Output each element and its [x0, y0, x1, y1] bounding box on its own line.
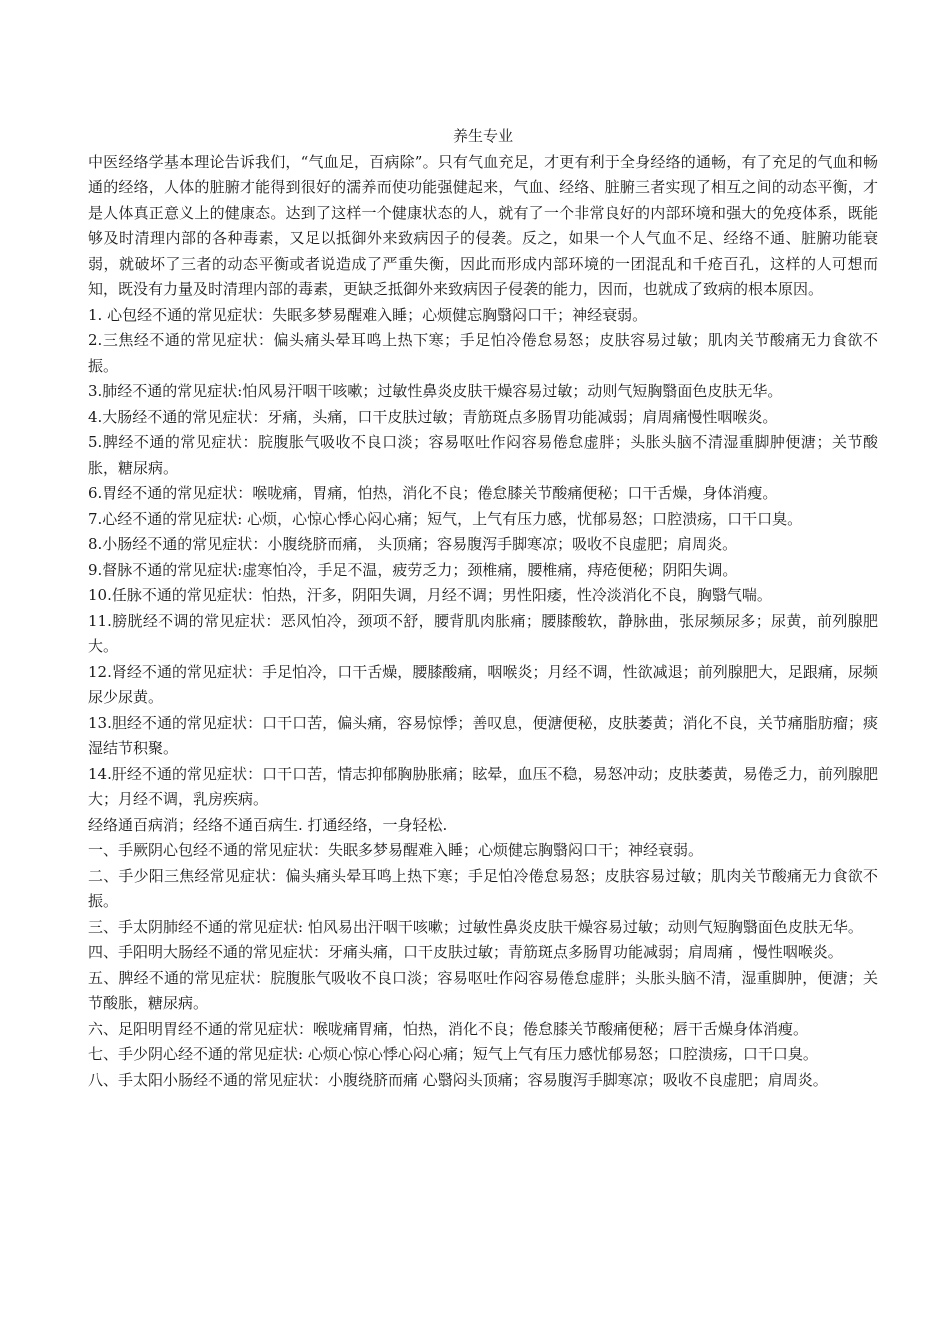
- list-item: 四、手阳明大肠经不通的常见症状：牙痛头痛，口干皮肤过敏；青筋斑点多肠胃功能减弱；肩周痛 ，慢性咽喉炎。: [88, 943, 843, 961]
- list-item: 五、脾经不通的常见症状：脘腹胀气吸收不良口淡；容易呕吐作闷容易倦怠虚胖；头胀头脑不清，湿重脚肿，便溏；关节酸胀，糖尿病。: [88, 968, 878, 1012]
- list-item: 三、手太阴肺经不通的常见症状: 怕风易出汗咽干咳嗽；过敏性鼻炎皮肤干燥容易过敏；动则气短胸翳面色皮肤无华。: [88, 917, 863, 936]
- list-item: 1. 心包经不通的常见症状：失眠多梦易醒难入睡；心烦健忘胸翳闷口干；神经衰弱。: [88, 305, 648, 324]
- list-item: 六、足阳明胃经不通的常见症状：喉咙痛胃痛，怕热，消化不良；倦怠膝关节酸痛便秘；唇干舌燥身体消瘦。: [88, 1019, 809, 1038]
- list-item: 10.任脉不通的常见症状：怕热，汗多，阴阳失调，月经不调；男性阳痿，性冷淡消化不良，胸翳气喘。: [88, 586, 772, 604]
- list-item: 8.小肠经不通的常见症状：小腹绕脐而痛， 头顶痛；容易腹泻手脚寒凉；吸收不良虚肥；肩周炎。: [88, 535, 738, 553]
- list-item: 4.大肠经不通的常见症状：牙痛，头痛，口干皮肤过敏；青筋斑点多肠胃功能减弱；肩周痛慢性咽喉炎。: [88, 407, 778, 426]
- list-item: 二、手少阳三焦经常见症状：偏头痛头晕耳鸣上热下寒；手足怕冷倦怠易怒；皮肤容易过敏；肌肉关节酸痛无力食欲不振。: [88, 866, 878, 910]
- list-item: 9.督脉不通的常见症状:虚寒怕冷，手足不温，疲劳乏力；颈椎痛，腰椎痛，痔疮便秘；阴阳失调。: [88, 560, 738, 579]
- list-item: 一、手厥阴心包经不通的常见症状：失眠多梦易醒难入睡；心烦健忘胸翳闷口干；神经衰弱。: [88, 841, 704, 859]
- list-item: 7.心经不通的常见症状: 心烦，心惊心悸心闷心痛；短气，上气有压力感，忧郁易怒；口腔溃疡，口干口臭。: [88, 509, 803, 528]
- list-item: 14.肝经不通的常见症状：口干口苦，情志抑郁胸胁胀痛；眩晕，血压不稳，易怒冲动；皮肤萎黄，易倦乏力，前列腺肥大；月经不调，乳房疾病。: [88, 764, 878, 808]
- list-item: 2.三焦经不通的常见症状：偏头痛头晕耳鸣上热下寒；手足怕冷倦怠易怒；皮肤容易过敏；肌肉关节酸痛无力食欲不振。: [88, 331, 878, 375]
- list-item: 3.肺经不通的常见症状:怕风易汗咽干咳嗽；过敏性鼻炎皮肤干燥容易过敏；动则气短胸翳面色皮肤无华。: [88, 382, 783, 400]
- document-title: 养生专业: [452, 127, 513, 145]
- intro-paragraph: 中医经络学基本理论告诉我们，“气血足，百病除”。只有气血充足，才更有利于全身经络的通畅，有了充足的气血和畅通的经络，人体的脏腑才能得到很好的濡养而使功能强健起来，气血、经络、脏腑三者实现了相互之间的动态平衡，才是人体真正意义上的健康态。达到了这样一个健康状态的人，就有了一个非常良好的内部环境和强大的免疫体系，既能够及时清理内部的各种毒素，又足以抵御外来致病因子的侵袭。反之，如果一个人气血不足、经络不通、脏腑功能衰弱，就破坏了三者的动态平衡或者说造成了严重失衡，因此而形成内部环境的一团混乱和千疮百孔，这样的人可想而知，既没有力量及时清理内部的毒素，更缺乏抵御外来致病因子侵袭的能力，因而，也就成了致病的根本原因。: [88, 152, 878, 298]
- list-item: 6.胃经不通的常见症状：喉咙痛，胃痛，怕热，消化不良；倦怠膝关节酸痛便秘；口干舌燥，身体消瘦。: [88, 484, 778, 502]
- list-item: 5.脾经不通的常见症状：脘腹胀气吸收不良口淡；容易呕吐作闷容易倦怠虚胖；头胀头脑不清湿重脚肿便溏；关节酸胀，糖尿病。: [88, 433, 878, 477]
- summary-line: 经络通百病消；经络不通百病生. 打通经络，一身轻松.: [88, 815, 448, 834]
- list-item: 12.肾经不通的常见症状：手足怕冷，口干舌燥，腰膝酸痛，咽喉炎；月经不调，性欲减退；前列腺肥大，足跟痛，尿频尿少尿黄。: [88, 662, 878, 706]
- list-item: 13.胆经不通的常见症状：口干口苦，偏头痛，容易惊悸；善叹息，便溏便秘，皮肤萎黄；消化不良，关节痛脂肪瘤；痰湿结节积聚。: [88, 713, 878, 757]
- document-page: [88, 124, 878, 1093]
- list-item: 11.膀胱经不调的常见症状：恶风怕冷，颈项不舒，腰背肌肉胀痛；腰膝酸软，静脉曲，张尿频尿多；尿黄，前列腺肥大。: [88, 611, 878, 655]
- list-item: 八、手太阳小肠经不通的常见症状：小腹绕脐而痛 心翳闷头顶痛；容易腹泻手脚寒凉；吸收不良虚肥；肩周炎。: [88, 1070, 828, 1089]
- list-item: 七、手少阴心经不通的常见症状: 心烦心惊心悸心闷心痛；短气上气有压力感忧郁易怒；口腔溃疡，口干口臭。: [88, 1045, 818, 1063]
